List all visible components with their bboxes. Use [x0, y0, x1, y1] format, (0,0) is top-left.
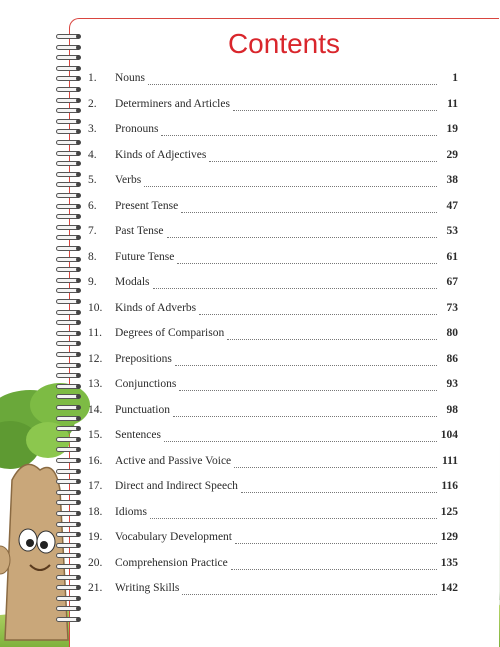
toc-entry-page: 111	[442, 454, 458, 467]
toc-entry-number: 3.	[88, 123, 97, 135]
toc-entry[interactable]	[88, 225, 458, 241]
toc-leader-dots	[182, 585, 437, 595]
spiral-ring	[56, 288, 80, 293]
toc-entry-title: Modals	[115, 276, 150, 288]
toc-entry[interactable]	[88, 251, 458, 267]
spiral-ring	[56, 129, 80, 134]
toc-entry-number: 11.	[88, 327, 102, 339]
spiral-ring	[56, 416, 80, 421]
toc-entry[interactable]	[88, 98, 458, 114]
toc-leader-dots	[235, 534, 437, 544]
spiral-ring	[56, 522, 80, 527]
toc-entry[interactable]	[88, 531, 458, 547]
toc-entry[interactable]	[88, 429, 458, 445]
toc-leader-dots	[175, 356, 437, 366]
toc-entry-page: 19	[446, 123, 458, 135]
toc-entry-title: Prepositions	[115, 352, 172, 365]
spiral-ring	[56, 490, 80, 495]
page-title: Contents	[227, 28, 341, 59]
toc-entry-page: 47	[446, 199, 458, 212]
toc-entry-page: 104	[440, 429, 458, 441]
spiral-ring	[56, 87, 80, 92]
toc-entry-title: Kinds of Adverbs	[115, 301, 197, 314]
toc-leader-dots	[144, 177, 437, 187]
spiral-ring	[56, 511, 80, 516]
spiral-ring	[56, 500, 80, 505]
spiral-ring	[56, 267, 80, 272]
spiral-ring	[56, 405, 80, 410]
spiral-ring	[56, 225, 80, 230]
toc-entry-page: 38	[446, 174, 458, 186]
toc-entry[interactable]	[88, 378, 458, 394]
toc-entry[interactable]	[88, 174, 458, 190]
toc-leader-dots	[231, 560, 437, 570]
toc-entry-title: Conjunctions	[115, 378, 177, 390]
toc-entry-number: 15.	[88, 429, 103, 441]
toc-entry-number: 5.	[88, 174, 97, 186]
toc-entry-title: Vocabulary Development	[115, 531, 232, 543]
spiral-ring	[56, 341, 80, 346]
toc-entry[interactable]	[88, 480, 458, 496]
toc-entry-page: 1	[452, 72, 458, 84]
spiral-ring	[56, 331, 80, 336]
toc-entry-title: Sentences	[115, 429, 161, 441]
toc-entry-title: Kinds of Adjectives	[115, 148, 207, 161]
toc-entry-page: 80	[446, 327, 458, 339]
toc-leader-dots	[161, 126, 437, 136]
spiral-ring	[56, 172, 80, 177]
toc-entry-page: 125	[440, 505, 458, 518]
spiral-ring	[56, 384, 80, 389]
toc-entry-page: 61	[446, 250, 458, 263]
toc-entry-page: 11	[447, 97, 458, 110]
spiral-ring	[56, 278, 80, 283]
toc-entry-number: 8.	[88, 250, 97, 263]
spiral-binding	[56, 34, 82, 634]
toc-leader-dots	[241, 483, 437, 493]
spiral-ring	[56, 437, 80, 442]
spiral-ring	[56, 119, 80, 124]
toc-entry-title: Degrees of Comparison	[115, 327, 225, 339]
spiral-ring	[56, 246, 80, 251]
toc-entry[interactable]	[88, 506, 458, 522]
toc-leader-dots	[167, 228, 438, 238]
toc-entry-number: 16.	[88, 454, 103, 467]
toc-entry-number: 21.	[88, 582, 103, 594]
toc-entry-number: 20.	[88, 556, 103, 569]
spiral-ring	[56, 575, 80, 580]
toc-leader-dots	[233, 101, 437, 111]
toc-entry[interactable]	[88, 276, 458, 292]
toc-entry[interactable]	[88, 353, 458, 369]
toc-entry-page: 29	[446, 148, 458, 161]
toc-entry-number: 13.	[88, 378, 103, 390]
spiral-ring	[56, 140, 80, 145]
spiral-ring	[56, 151, 80, 156]
spiral-ring	[56, 299, 80, 304]
spiral-ring	[56, 108, 80, 113]
toc-leader-dots	[150, 509, 437, 519]
toc-entry-number: 1.	[88, 72, 97, 84]
spiral-ring	[56, 553, 80, 558]
toc-leader-dots	[153, 279, 438, 289]
spiral-ring	[56, 320, 80, 325]
toc-entry-page: 98	[446, 403, 458, 416]
toc-entry-page: 142	[440, 582, 458, 594]
toc-entry-title: Determiners and Articles	[115, 97, 230, 110]
spiral-ring	[56, 447, 80, 452]
toc-entry-title: Verbs	[115, 174, 142, 186]
toc-entry-page: 116	[441, 480, 458, 492]
spiral-ring	[56, 204, 80, 209]
toc-entry-title: Writing Skills	[115, 582, 180, 594]
toc-entry[interactable]	[88, 582, 458, 598]
toc-entry-page: 93	[446, 378, 458, 390]
toc-entry-title: Present Tense	[115, 199, 179, 212]
toc-leader-dots	[179, 381, 437, 391]
toc-leader-dots	[164, 432, 437, 442]
toc-entry-number: 18.	[88, 505, 103, 518]
toc-leader-dots	[177, 254, 437, 264]
spiral-ring	[56, 564, 80, 569]
toc-entry[interactable]	[88, 327, 458, 343]
spiral-ring	[56, 98, 80, 103]
toc-entry-number: 9.	[88, 276, 97, 288]
toc-entry-number: 2.	[88, 97, 97, 110]
toc-entry-title: Active and Passive Voice	[115, 454, 232, 467]
toc-entry-number: 19.	[88, 531, 103, 543]
spiral-ring	[56, 606, 80, 611]
toc-leader-dots	[199, 305, 437, 315]
toc-entry[interactable]	[88, 72, 458, 88]
toc-entry-page: 53	[446, 225, 458, 237]
toc-entry-page: 67	[446, 276, 458, 288]
spiral-ring	[56, 426, 80, 431]
toc-entry-page: 86	[446, 352, 458, 365]
toc-entry[interactable]	[88, 557, 458, 573]
spiral-ring	[56, 182, 80, 187]
spiral-ring	[56, 532, 80, 537]
toc-entry-page: 129	[440, 531, 458, 543]
toc-leader-dots	[148, 75, 437, 85]
toc-entry-title: Pronouns	[115, 123, 159, 135]
toc-entry-title: Future Tense	[115, 250, 175, 263]
toc-entry-number: 14.	[88, 403, 103, 416]
toc-entry[interactable]	[88, 123, 458, 139]
toc-leader-dots	[181, 203, 437, 213]
spiral-ring	[56, 585, 80, 590]
toc-leader-dots	[173, 407, 437, 417]
spiral-ring	[56, 310, 80, 315]
spiral-ring	[56, 373, 80, 378]
toc-entry-number: 4.	[88, 148, 97, 161]
toc-entry-number: 10.	[88, 301, 103, 314]
spiral-ring	[56, 458, 80, 463]
spiral-ring	[56, 76, 80, 81]
spiral-ring	[56, 352, 80, 357]
spiral-ring	[56, 394, 80, 399]
toc-entry[interactable]	[88, 302, 458, 318]
toc-entry-title: Idioms	[115, 505, 147, 518]
toc-leader-dots	[227, 330, 437, 340]
spiral-ring	[56, 161, 80, 166]
toc-entry-title: Comprehension Practice	[115, 556, 228, 569]
spiral-ring	[56, 543, 80, 548]
spiral-ring	[56, 66, 80, 71]
toc-entry-number: 7.	[88, 225, 97, 237]
toc-entry-number: 12.	[88, 352, 103, 365]
toc-entry-title: Past Tense	[115, 225, 164, 237]
toc-leader-dots	[209, 152, 437, 162]
toc-entry-title: Punctuation	[115, 403, 170, 416]
spiral-ring	[56, 617, 80, 622]
toc-entry[interactable]	[88, 455, 458, 471]
toc-entry[interactable]	[88, 200, 458, 216]
toc-entry-title: Direct and Indirect Speech	[115, 480, 238, 492]
spiral-ring	[56, 214, 80, 219]
toc-entry-number: 17.	[88, 480, 103, 492]
spiral-ring	[56, 479, 80, 484]
toc-entry-title: Nouns	[115, 72, 146, 84]
toc-entry-number: 6.	[88, 199, 97, 212]
toc-entry[interactable]	[88, 404, 458, 420]
spiral-ring	[56, 469, 80, 474]
toc-leader-dots	[234, 458, 437, 468]
toc-entry-page: 73	[446, 301, 458, 314]
spiral-ring	[56, 257, 80, 262]
spiral-ring	[56, 596, 80, 601]
spiral-ring	[56, 235, 80, 240]
toc-entry-page: 135	[440, 556, 458, 569]
spiral-ring	[56, 193, 80, 198]
spiral-ring	[56, 363, 80, 368]
toc-entry[interactable]	[88, 149, 458, 165]
